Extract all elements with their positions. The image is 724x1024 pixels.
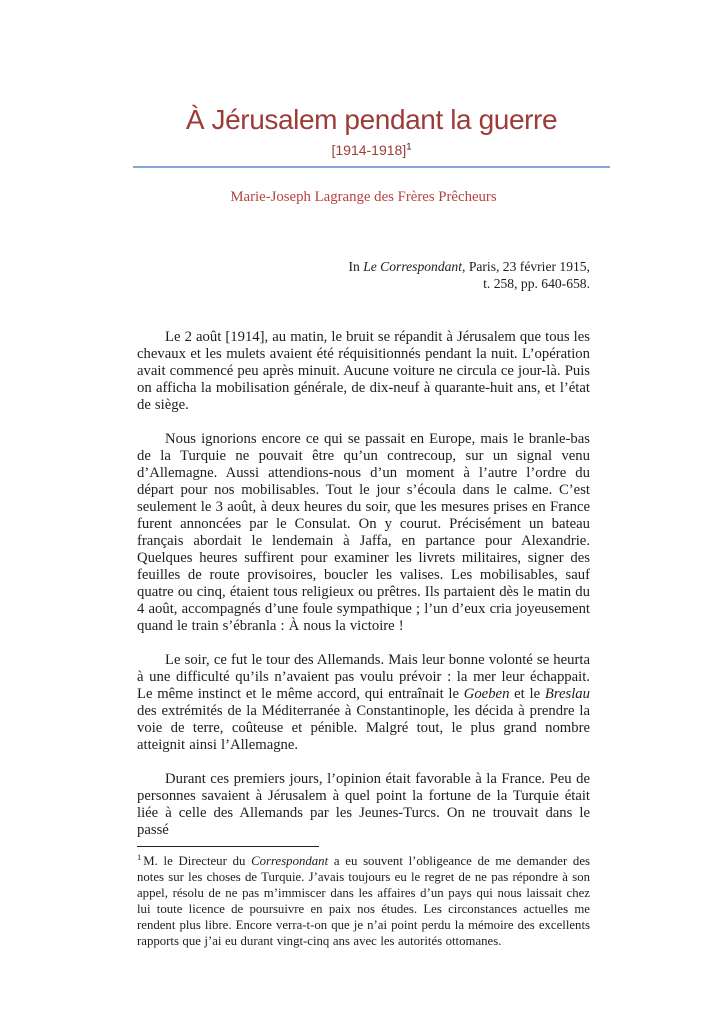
document-header [137, 103, 590, 206]
footnote-ref: 1 [137, 851, 142, 862]
footnote-separator [137, 846, 319, 847]
paragraph: Durant ces premiers jours, l’opinion était favorable à la France. Peu de personnes savaient à Jérusalem à quel point la fortune de la Turquie était liée à celle des Allemands par les Jeunes-Turcs. On ne trouvait dans le passé [137, 771, 590, 838]
citation-block [137, 259, 590, 292]
citation-line-1: In Le Correspondant, Paris, 23 février 1915, [348, 259, 590, 274]
paragraph: Le 2 août [1914], au matin, le bruit se répandit à Jérusalem que tous les chevaux et les mulets avaient été réquisitionnés pendant la nuit. L’opération avait commencé peu après minuit. Aucune voiture ne circula ce jour-là. Puis on afficha la mobilisation générale, de dix-neuf à quarante-huit ans, et l’état de siège. [137, 329, 590, 413]
subtitle-years: [1914-1918] [331, 142, 407, 158]
paragraph: Nous ignorions encore ce qui se passait en Europe, mais le branle-bas de la Turquie ne pouvait être qu’un contrecoup, sur un signal venu d’Allemagne. Aussi attendions-nous d’un moment à l’autre l’ordre du départ pour nos mobilisables. Tout le jour s’écoula dans le calme. C’est seulement le 3 août, à deux heures du soir, que les mesures prises en France furent annoncées par le Consulat. On y courut. Précisément un bateau français abordait le lendemain à Jaffa, en partance pour Alexandrie. Quelques heures suffirent pour examiner les livrets militaires, signer des feuilles de route provisoires, boucler les valises. Les mobilisables, sauf quatre ou cinq, étaient tous religieux ou prêtres. Ils partaient dès le matin du 4 août, accompagnés d’une foule sympathique ; l’un d’eux cria joyeusement quand le train s’ébranla : À nous la victoire ! [137, 431, 590, 634]
subtitle-footnote-ref: 1 [406, 141, 412, 153]
citation-line-2: t. 258, pp. 640-658. [483, 275, 590, 291]
document-subtitle [133, 142, 610, 158]
footnote [137, 853, 590, 949]
author-line: Marie-Joseph Lagrange des Frères Prêcheurs [230, 189, 497, 205]
article-body [137, 329, 590, 839]
title-block [133, 103, 610, 168]
paragraph: Le soir, ce fut le tour des Allemands. Mais leur bonne volonté se heurta à une difficulté qu’ils n’avaient pas voulu prévoir : la mer leur échappait. Le même instinct et le même accord, qui entraînait le Goeben et le Breslau des extrémités de la Méditerranée à Constantinople, les décida à prendre la voie de terre, coûteuse et pénible. Malgré tout, le plus grand nombre atteignit ainsi l’Allemagne. [137, 652, 590, 753]
document-title: À Jérusalem pendant la guerre [185, 104, 558, 135]
footnote-text: M. le Directeur du Correspondant a eu souvent l’obligeance de me demander des notes sur les choses de Turquie. J’avais toujours eu le regret de ne pas répondre à son appel, résolu de ne pas m’immiscer dans les affaires d’un pays qui nous laissait chez lui toute licence de poursuivre en paix nos études. Les circonstances actuelles me rendent plus libre. Encore verra-t-on que je n’ai point perdu la mémoire des excellents rapports que j’ai eu durant vingt-cinq ans avec les autorités ottomanes. [137, 854, 590, 948]
